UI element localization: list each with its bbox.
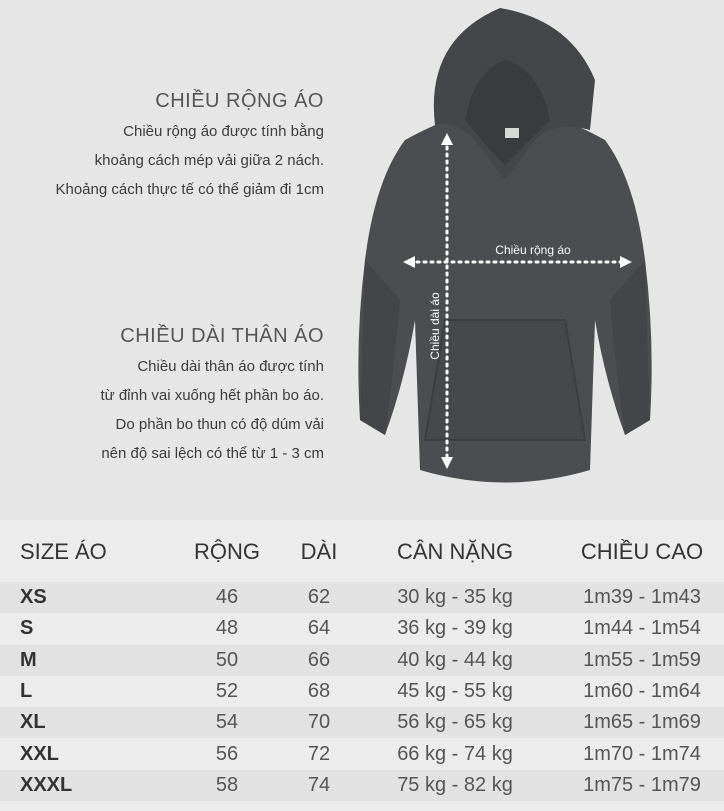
length-cell: 66 bbox=[307, 648, 331, 671]
header-weight: CÂN NẶNG bbox=[396, 539, 514, 564]
length-note bbox=[100, 325, 324, 468]
table-row bbox=[0, 707, 724, 738]
header-width: RỘNG bbox=[194, 539, 260, 564]
weight-cell: 66 kg - 74 kg bbox=[397, 742, 513, 765]
length-note-line: nên độ sai lệch có thể từ 1 - 3 cm bbox=[101, 445, 324, 462]
weight-cell: 45 kg - 55 kg bbox=[397, 680, 513, 703]
length-cell: 64 bbox=[307, 617, 331, 640]
size-table-header bbox=[0, 522, 724, 582]
length-cell: 74 bbox=[307, 773, 331, 796]
weight-cell: 36 kg - 39 kg bbox=[397, 617, 513, 640]
table-row bbox=[0, 770, 724, 801]
size-cell: S bbox=[20, 617, 34, 640]
height-cell: 1m44 - 1m54 bbox=[583, 617, 701, 640]
size-table bbox=[0, 522, 724, 801]
table-row bbox=[0, 738, 724, 769]
height-cell: 1m75 - 1m79 bbox=[583, 773, 701, 796]
size-cell: M bbox=[20, 648, 37, 671]
header-size: SIZE ÁO bbox=[20, 539, 107, 564]
height-cell: 1m60 - 1m64 bbox=[583, 680, 701, 703]
height-cell: 1m55 - 1m59 bbox=[583, 648, 701, 671]
height-cell: 1m65 - 1m69 bbox=[583, 711, 701, 734]
width-cell: 54 bbox=[215, 711, 239, 734]
width-note-title: CHIỀU RỘNG ÁO bbox=[155, 90, 324, 112]
height-cell: 1m70 - 1m74 bbox=[583, 742, 701, 765]
width-note-line: khoảng cách mép vải giữa 2 nách. bbox=[94, 152, 324, 169]
width-label: Chiều rộng áo bbox=[495, 243, 571, 257]
weight-cell: 75 kg - 82 kg bbox=[397, 773, 513, 796]
length-note-line: từ đỉnh vai xuống hết phần bo áo. bbox=[100, 387, 324, 404]
size-cell: XXXL bbox=[20, 773, 73, 796]
width-cell: 56 bbox=[215, 742, 239, 765]
hoodie-image bbox=[335, 0, 675, 500]
length-note-line: Do phần bo thun có độ dúm vải bbox=[115, 416, 324, 433]
weight-cell: 30 kg - 35 kg bbox=[397, 586, 513, 609]
weight-cell: 56 kg - 65 kg bbox=[397, 711, 513, 734]
height-cell: 1m39 - 1m43 bbox=[583, 586, 701, 609]
length-cell: 70 bbox=[307, 711, 331, 734]
width-cell: 52 bbox=[215, 680, 239, 703]
table-row bbox=[0, 676, 724, 707]
size-cell: XXL bbox=[20, 742, 59, 765]
length-note-line: Chiều dài thân áo được tính bbox=[137, 358, 324, 375]
length-label: Chiều dài áo bbox=[428, 292, 442, 360]
width-cell: 48 bbox=[215, 617, 239, 640]
width-note bbox=[55, 90, 324, 204]
size-cell: XL bbox=[20, 711, 46, 734]
header-height: CHIỀU CAO bbox=[580, 539, 704, 564]
table-row bbox=[0, 582, 724, 613]
size-cell: XS bbox=[20, 586, 47, 609]
length-cell: 72 bbox=[307, 742, 331, 765]
width-note-line: Khoảng cách thực tế có thể giảm đi 1cm bbox=[55, 181, 324, 198]
width-cell: 50 bbox=[215, 648, 239, 671]
table-row bbox=[0, 613, 724, 644]
length-cell: 62 bbox=[307, 586, 331, 609]
header-length: DÀI bbox=[300, 539, 338, 564]
width-note-line: Chiều rộng áo được tính bằng bbox=[123, 123, 324, 140]
width-cell: 58 bbox=[215, 773, 239, 796]
width-cell: 46 bbox=[215, 586, 239, 609]
table-row bbox=[0, 645, 724, 676]
length-note-title: CHIỀU DÀI THÂN ÁO bbox=[120, 325, 324, 347]
weight-cell: 40 kg - 44 kg bbox=[397, 648, 513, 671]
size-cell: L bbox=[20, 680, 33, 703]
length-cell: 68 bbox=[307, 680, 331, 703]
